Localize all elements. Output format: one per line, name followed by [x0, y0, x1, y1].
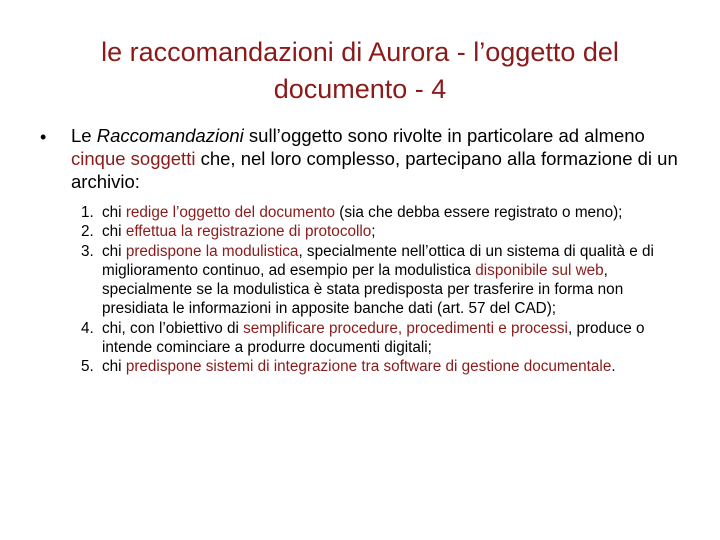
item-text: ; [371, 223, 376, 241]
list-item-3 [81, 242, 688, 319]
bullet-text-1: Le [71, 125, 97, 146]
item-highlight: effettua la registrazione di protocollo [125, 223, 372, 241]
item-text: , produce o intende cominciare a produrre documenti digitali; [102, 319, 645, 357]
item-highlight: predispone sistemi di integrazione tra software di gestione documentale [125, 358, 612, 376]
item-text: , specialmente se la modulistica è stata predisposta per trasferire in forma non presidiata le informazioni in apposite banche dati (art. 57 del CAD); [102, 261, 624, 318]
item-text: , specialmente nell’ottica di un sistema di qualità e di miglioramento continuo, ad esempio per la modulistica [102, 242, 654, 279]
list-number: 2. [81, 223, 94, 241]
list-item-1 [81, 203, 688, 222]
item-text: . [611, 358, 616, 376]
item-text: chi [102, 204, 126, 221]
list-number: 4. [81, 319, 94, 337]
item-text: chi [102, 358, 126, 376]
main-bullet [38, 124, 688, 193]
numbered-list [38, 203, 688, 377]
item-text: chi [102, 242, 126, 260]
bullet-icon: • [40, 127, 47, 147]
item-text: (sia che debba essere registrato o meno); [335, 204, 623, 221]
bullet-text-3: che, nel loro complesso, partecipano alla formazione di un archivio: [71, 148, 678, 192]
bullet-text-raccomandazioni: Raccomandazioni [96, 125, 244, 146]
list-number: 3. [81, 242, 94, 260]
item-text: chi [102, 223, 126, 241]
item-highlight: semplificare procedure, procedimenti e processi [243, 319, 568, 337]
item-highlight: disponibile sul web [475, 261, 604, 279]
list-item-5 [81, 357, 688, 376]
item-text: chi, con l’obiettivo di [102, 319, 244, 337]
list-item-4 [81, 319, 688, 358]
slide-body [38, 124, 688, 377]
list-number: 1. [81, 204, 94, 221]
slide-title: le raccomandazioni di Aurora - l’oggetto del documento - 4 [101, 37, 619, 104]
list-item-2 [81, 222, 688, 241]
list-number: 5. [81, 358, 94, 376]
item-highlight: predispone la modulistica [125, 242, 299, 260]
bullet-text-2: sull’oggetto sono rivolte in particolare ad almeno [243, 125, 645, 146]
item-highlight: redige l’oggetto del documento [125, 204, 336, 221]
bullet-highlight-cinque-soggetti: cinque soggetti [71, 148, 196, 169]
